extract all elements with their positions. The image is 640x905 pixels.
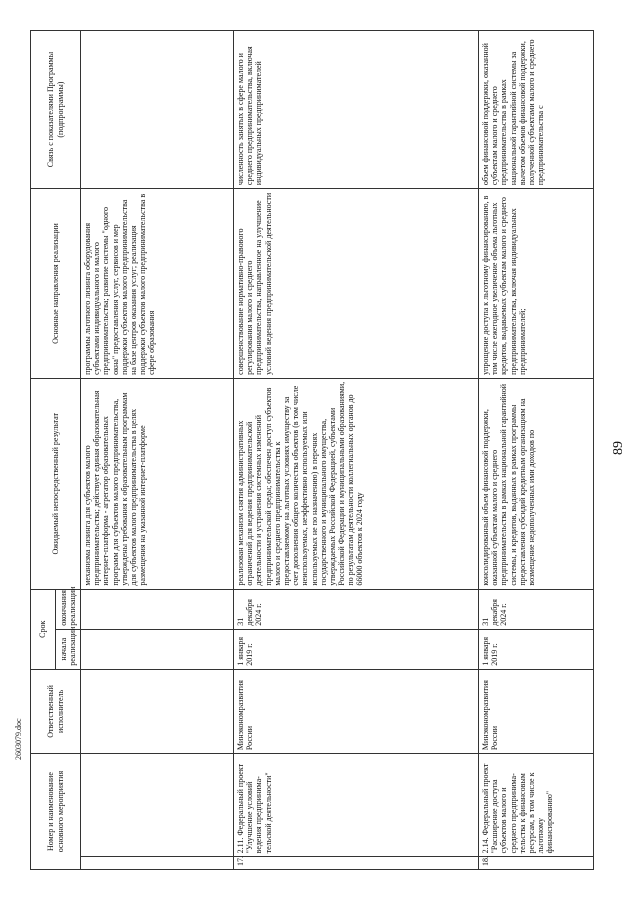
row-directions: упрощение доступа к льготному финансированию, в том числе ежегодное увеличение объема льготных кредитов, выдаваемых субъектам малого и среднего предпринимательства, включая индивидуальных предпринимателей;: [479, 189, 594, 379]
row-directions: совершенствование нормативно-правового регулирования малого и среднего предпринимательства, направленное на улучшение условий ведения предпринимательской деятельности: [234, 189, 479, 379]
header-end: окончания реализации: [56, 589, 81, 629]
row-name: 2.14. Федеральный проект "Расширение доступа субъектов малого и среднего предпринима-тельства к финансовым ресурсам, в том числе к льготному финансированию": [479, 754, 594, 857]
page-number: 89: [611, 441, 626, 455]
row-start: 1 января 2019 г.: [234, 629, 479, 669]
row-link: объем финансовой поддержки, оказанной субъектам малого и среднего предпринимательства в рамках национальной гарантийной системы за вычетом объемов финансовой поддержки, полученной субъектами малого и среднего предпринимательства с: [479, 31, 594, 189]
row-expected-result: реализован механизм снятия административных ограничений для ведения предпринимательской деятельности и устранения системных изменений предпринимательской среды; обеспечен доступ субъектов малого и среднего предпринимательства к предоставляемому на льготных условиях имуществу за счет дополнения общего количества объектов (в том числе неиспользуемых, неэффективно используемых или используемых не по назначению) в перечнях государственного и муниципального имущества, утверждаемых Российской Федерацией, субъектами Российской Федерации и муниципальными образованиями, по результатам деятельности коллегиальных органов до 66000 объектов к 2024 году: [234, 378, 479, 589]
rotated-table-wrapper: [30, 30, 590, 870]
row-number: [81, 857, 234, 870]
footer-code: 2603079.doc: [14, 718, 23, 760]
row-start: 1 января 2019 г.: [479, 629, 594, 669]
header-term: Срок: [31, 589, 56, 669]
header-directions: Основные направления реализации: [31, 189, 81, 379]
row-link: [81, 31, 234, 189]
row-executor: Минэкономразвития России: [479, 669, 594, 753]
row-number: 17.: [234, 857, 479, 870]
program-table: [30, 30, 594, 870]
header-name: Номер и наименование основного мероприятия: [31, 754, 81, 870]
row-name: 2.11. Федеральный проект "Улучшение условий ведения предпринима-тельской деятельности": [234, 754, 479, 857]
row-expected-result: консолидированный объем финансовой поддержки, оказанной субъектам малого и среднего предпринимательства в рамках национальной гарантийной системы, и кредитов, выданных в рамках программы предоставления субсидий кредитным организациям на возмещение недополученных ими доходов по: [479, 378, 594, 589]
table-row: [81, 31, 234, 870]
row-start: [81, 629, 234, 669]
row-directions: программы льготного лизинга оборудования субъектами индивидуального и малого предпринимательства; развитие системы "одного окна" предоставления услуг, сервисов и мер поддержки субъектов малого предпринимательства на базе центров оказания услуг; реализация поддержки субъектов малого предпринимательства в сфере образования: [81, 189, 234, 379]
table-row: [234, 31, 479, 870]
header-start: начала реализации: [56, 629, 81, 669]
row-end: 31 декабря 2024 г.: [479, 589, 594, 629]
row-end: [81, 589, 234, 629]
row-executor: [81, 669, 234, 753]
row-link: численность занятых в сфере малого и среднего предпринимательства, включая индивидуальных предпринимателей: [234, 31, 479, 189]
row-expected-result: механизма лизинга для субъектов малого предпринимательства; действует единая образовательная интернет-платформа - агрегатор образовательных программ для субъектов малого предпринимательства, утверждены требования к образовательным программам для субъектов малого предпринимательства в целях размещения на указанной интернет-платформе: [81, 378, 234, 589]
header-executor: Ответственный исполнитель: [31, 669, 81, 753]
table-row: [479, 31, 594, 870]
row-end: 31 декабря 2024 г.: [234, 589, 479, 629]
row-name: [81, 754, 234, 857]
row-executor: Минэкономразвития России: [234, 669, 479, 753]
header-link: Связь с показателями Программы (подпрограммы): [31, 31, 81, 189]
header-expected-result: Ожидаемый непосредственный результат: [31, 378, 81, 589]
row-number: 18.: [479, 857, 594, 870]
